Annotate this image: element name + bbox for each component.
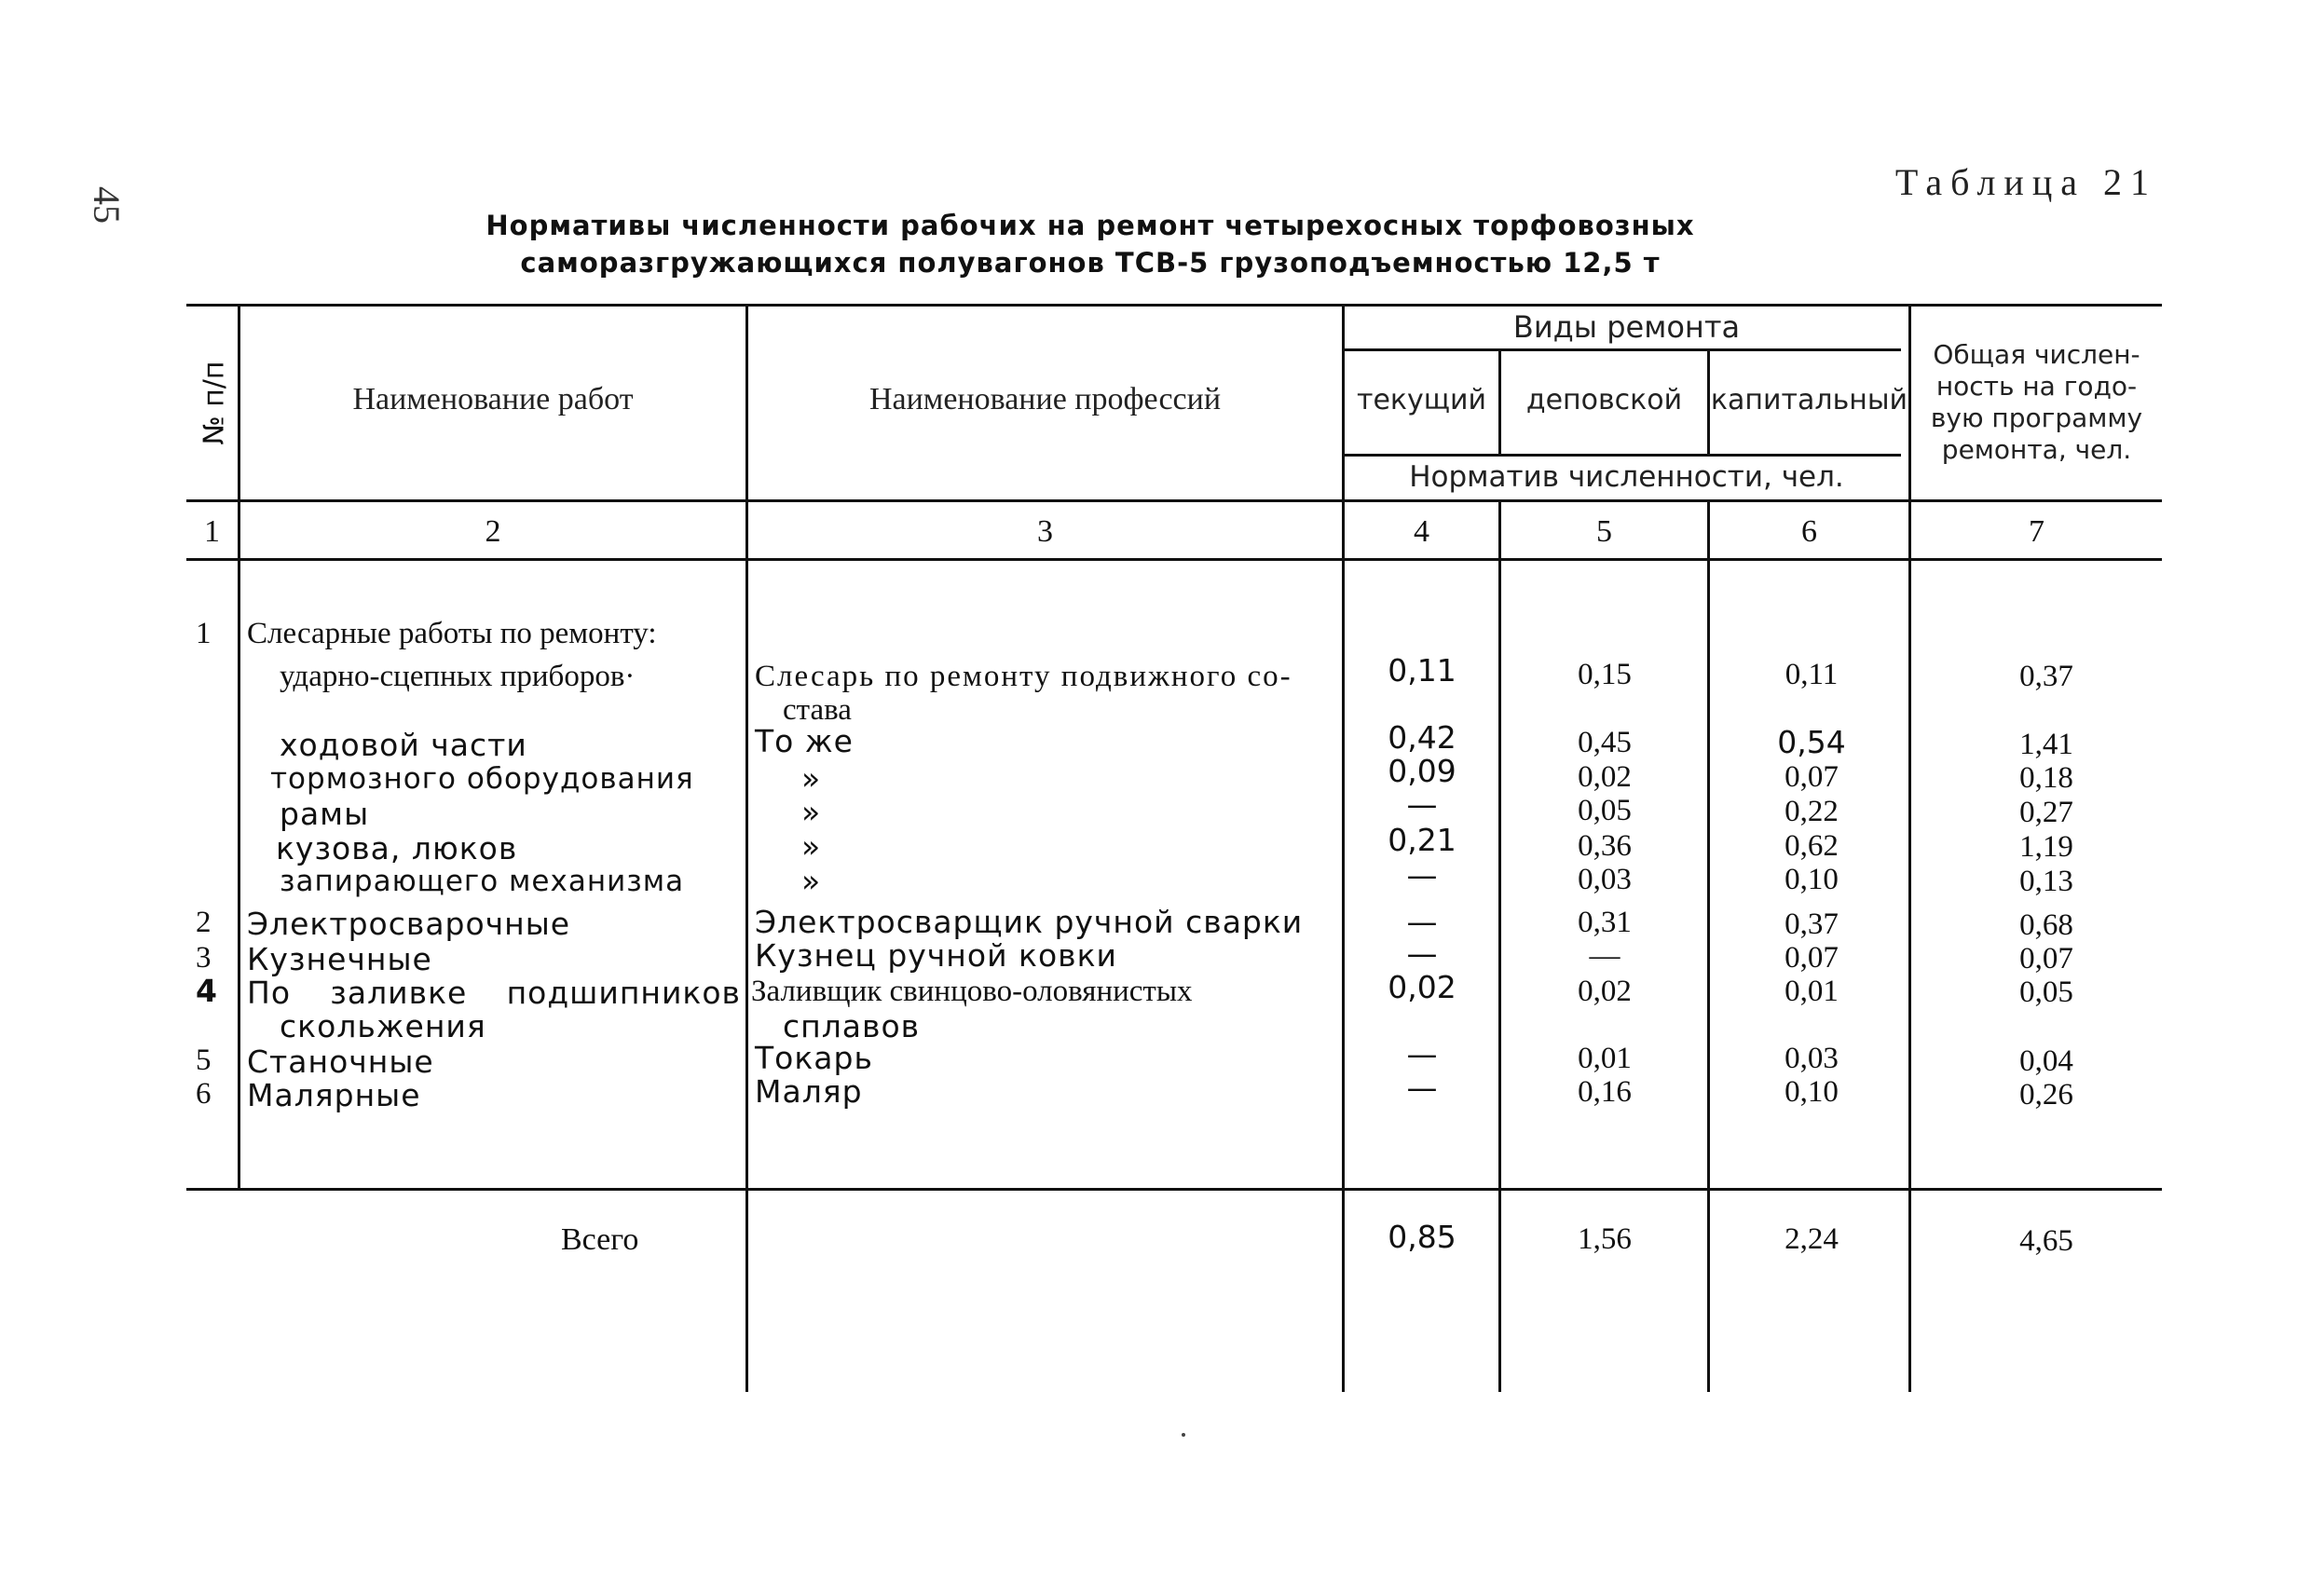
header-col-prof: Наименование профессий [868,382,1222,416]
row-prof: Электросварщик ручной сварки [755,904,1304,940]
row-c5: 0,02 [1578,760,1632,794]
title-line-1: Нормативы численности рабочих на ремонт четырехосных торфовозных [485,210,1695,241]
row-work: Кузнечные [247,941,432,977]
row-c6: 0,10 [1785,863,1839,896]
row-c4: — [1406,935,1438,972]
row-num: 4 [196,973,218,1009]
row-prof: » [801,863,822,899]
header-col-num: № п/п [198,361,231,445]
row-prof: Слесарь по ремонту подвижного со- [755,660,1292,693]
row-c5: 0,45 [1578,726,1632,759]
row-c5: 0,03 [1578,863,1632,896]
row-work: Электросварочные [247,906,571,942]
row-c5: 0,05 [1578,794,1632,827]
header-total-line-3: вую программу [1930,402,2143,433]
header-total-line-2: ность на годо- [1935,371,2138,402]
row-c4: — [1406,786,1438,823]
header-depot: деповской [1525,384,1683,416]
header-total-line-4: ремонта, чел. [1941,434,2132,465]
row-work: рамы [280,796,370,832]
table-title [438,207,1743,281]
row-num: 3 [196,941,212,975]
row-prof: става [783,693,852,727]
row-num: 2 [196,906,212,939]
row-c6: 0,01 [1785,975,1839,1008]
row-c7: 0,27 [2019,796,2073,829]
col-number-4: 4 [1414,514,1429,549]
total-c5: 1,56 [1578,1222,1632,1256]
row-c6: 0,10 [1785,1075,1839,1109]
vrule-5b [1707,499,1710,1392]
row-c7: 0,18 [2019,761,2073,795]
row-c5: — [1589,939,1620,973]
table-label: Таблица 21 [1894,161,2157,203]
row-c5: 0,15 [1578,658,1632,691]
row-work: Малярные [247,1077,421,1113]
row-c6: 0,22 [1785,795,1839,828]
row-prof: Маляр [755,1073,863,1110]
title-line-2: саморазгружающихся полувагонов ТСВ-5 грузоподъемностью 12,5 т [520,247,1661,279]
header-total [1911,339,2162,466]
total-c4: 0,85 [1388,1219,1456,1255]
row-c6: 0,62 [1785,829,1839,863]
row-c7: 1,19 [2019,830,2073,864]
header-repair-types: Виды ремонта [1512,309,1741,345]
total-c7: 4,65 [2019,1224,2073,1258]
page-number: 45 [86,186,128,224]
row-c4: — [1406,1036,1438,1072]
rule-norm-top [1342,454,1901,457]
row-prof: » [801,828,822,865]
row-c4: 0,11 [1388,652,1456,689]
row-work: кузова, люков [276,830,518,866]
vrule-2 [745,304,748,1392]
row-c5: 0,02 [1578,975,1632,1008]
row-prof: Токарь [755,1040,873,1076]
row-c6: 0,11 [1785,658,1839,691]
rule-top [186,304,2162,307]
row-c5: 0,36 [1578,829,1632,863]
row-c6: 0,07 [1785,760,1839,794]
row-c7: 1,41 [2019,728,2073,761]
row-work: ударно-сцепных приборов· [280,660,636,693]
row-work: Станочные [247,1044,434,1080]
row-prof: сплавов [783,1008,921,1044]
vrule-1 [238,304,240,1188]
row-c7: 0,04 [2019,1044,2073,1078]
header-total-line-1: Общая числен- [1933,339,2140,370]
col-number-1: 1 [204,514,220,549]
total-label: Всего [561,1222,639,1257]
row-c6: 0,37 [1785,907,1839,941]
row-c5: 0,31 [1578,906,1632,939]
row-work: ходовой части [280,727,527,763]
row-c7: 0,68 [2019,908,2073,942]
row-c5: 0,01 [1578,1042,1632,1075]
header-capital: капитальный [1710,384,1908,416]
row-c7: 0,05 [2019,975,2073,1009]
header-col-work: Наименование работ [352,382,634,416]
rule-repair-types [1342,348,1901,351]
row-c4: — [1406,857,1438,893]
rule-numbers-bottom [186,558,2162,561]
row-c5: 0,16 [1578,1075,1632,1109]
row-num: 5 [196,1044,212,1077]
row-work: тормозного оборудования [270,762,694,796]
row-c4: 0,42 [1388,719,1456,756]
rule-body-bottom [186,1188,2162,1191]
row-c6: 0,54 [1777,724,1846,760]
row-c4: 0,02 [1388,969,1456,1005]
row-c6: 0,03 [1785,1042,1839,1075]
col-number-6: 6 [1801,514,1817,549]
row-c4: — [1406,904,1438,940]
vrule-4b [1498,499,1501,1392]
row-work: По заливке подшипников [247,975,741,1011]
row-prof: Кузнец ручной ковки [755,937,1117,974]
row-prof: » [801,794,822,830]
col-number-3: 3 [1037,514,1053,549]
row-num: 1 [196,617,212,650]
row-c7: 0,26 [2019,1078,2073,1112]
vrule-6 [1908,304,1911,1392]
row-work: запирающего механизма [280,865,685,898]
total-c6: 2,24 [1785,1222,1839,1256]
col-number-7: 7 [2029,514,2044,549]
row-c7: 0,37 [2019,660,2073,693]
row-c4: 0,09 [1388,753,1456,789]
row-prof: Заливщик свинцово-оловянистых [751,975,1193,1008]
header-current: текущий [1356,384,1487,416]
header-norm: Норматив численности, чел. [1409,460,1844,494]
col-number-2: 2 [485,514,501,549]
rule-header-bottom [186,499,2162,502]
row-c4: 0,21 [1388,822,1456,858]
row-prof: То же [755,723,854,759]
row-prof: » [801,760,822,797]
row-work: скольжения [280,1008,486,1044]
row-num: 6 [196,1077,212,1111]
row-c7: 0,07 [2019,942,2073,975]
speck [1182,1433,1185,1437]
col-number-5: 5 [1596,514,1612,549]
row-work: Слесарные работы по ремонту: [247,617,657,650]
row-c6: 0,07 [1785,941,1839,975]
row-c4: — [1406,1070,1438,1106]
row-c7: 0,13 [2019,865,2073,898]
